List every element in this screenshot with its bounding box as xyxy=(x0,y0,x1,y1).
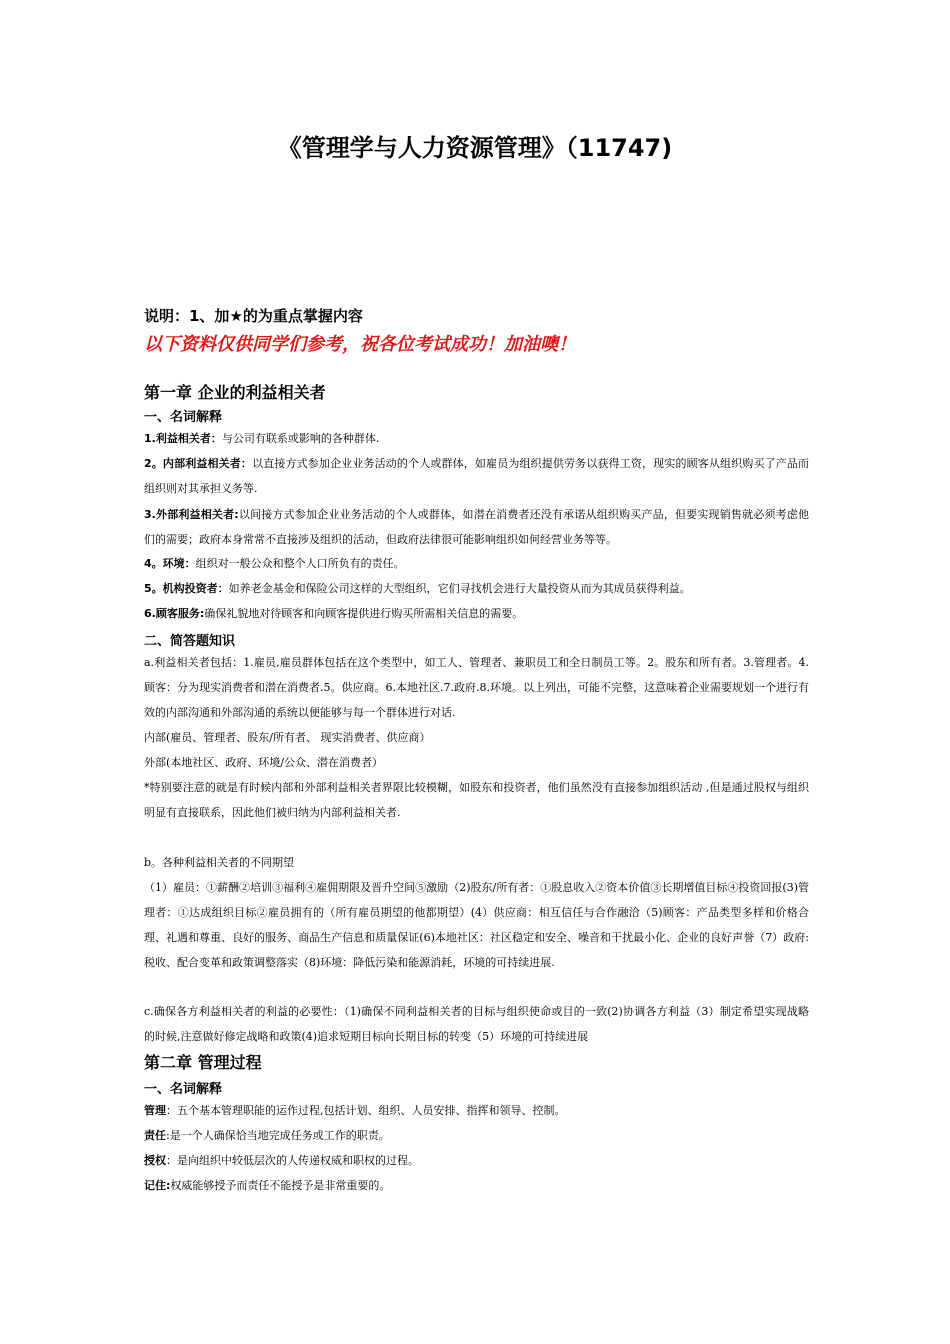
paragraph-c: c.确保各方利益相关者的利益的必要性：（1)确保不同利益相关者的目标与组织使命或目的一致(2)协调各方利益（3）制定希望实现战略的时候,注意做好修定战略和政策(4)追求短期目标向长期目标的转变（5）环境的可持续进展 xyxy=(144,1005,809,1043)
term-entry xyxy=(144,502,809,552)
paragraph-b: （1）雇员：①薪酬②培训③福利④雇佣期限及晋升空间⑤激励（2)股东/所有者：①股息收入②资本价值③长期增值目标④投资回报(3)管理者：①达成组织目标②雇员拥有的（所有雇员期望的他都期望）(4）供应商：相互信任与合作融洽（5)顾客：产品类型多样和价格合理、礼遇和尊重、良好的服务、商品生产信息和质量保证(6)本地社区：社区稳定和安全、噪音和干扰最小化、企业的良好声誉（7）政府:税收、配合变革和政策调整落实（8)环境：降低污染和能源消耗，环境的可持续进展. xyxy=(144,881,809,969)
note-text: 说明：1、加★的为重点掌握内容 xyxy=(144,307,363,325)
term-entry xyxy=(144,1173,809,1198)
term-entry xyxy=(144,1098,809,1123)
term-label: 5。机构投资者： xyxy=(144,582,229,595)
document-title: 《管理学与人力资源管理》（11747) xyxy=(277,134,673,162)
term-label: 授权 xyxy=(144,1154,166,1167)
chapter2-heading: 第二章 管理过程 xyxy=(144,1053,262,1072)
term-label: 3.外部利益相关者: xyxy=(144,508,239,521)
paragraph-a: a.利益相关者包括：1.雇员,雇员群体包括在这个类型中，如工人、管理者、兼职员工和全日制员工等。2。股东和所有者。3.管理者。4.顾客：分为现实消费者和潜在消费者.5。供应商。6.本地社区.7.政府.8.环境。以上列出，可能不完整，这意味着企业需要规划一个进行有效的内部沟通和外部沟通的系统以便能够与每一个群体进行对话. xyxy=(144,656,809,719)
term-entry xyxy=(144,601,809,626)
term-definition: 与公司有联系或影响的各种群体. xyxy=(221,432,380,445)
special-note: *特别要注意的就是有时候内部和外部利益相关者界限比较模糊，如股东和投资者，他们虽然没有直接参加组织活动 ,但是通过股权与组织明显有直接联系，因此他们被归纳为内部利益相关者. xyxy=(144,781,809,819)
term-definition: 确保礼貌地对待顾客和向顾客提供进行购买所需相关信息的需要。 xyxy=(204,607,524,620)
term-label: 管理 xyxy=(144,1104,166,1117)
term-entry xyxy=(144,551,809,576)
term-label: 1.利益相关者： xyxy=(144,432,222,445)
slogan-text: 以下资料仅供同学们参考，祝各位考试成功！加油噢！ xyxy=(144,334,576,355)
term-label: 6.顾客服务: xyxy=(144,607,205,620)
chapter1-section2-heading: 二、简答题知识 xyxy=(144,634,236,649)
term-label: 2。内部利益相关者： xyxy=(144,457,253,470)
term-definition: :是一个人确保恰当地完成任务或工作的职责。 xyxy=(166,1129,390,1142)
term-entry xyxy=(144,576,809,601)
chapter2-section1-heading: 一、名词解释 xyxy=(144,1082,223,1097)
external-stakeholders: 外部(本地社区、政府、环境/公众、潜在消费者） xyxy=(144,756,383,769)
chapter1-heading: 第一章 企业的利益相关者 xyxy=(144,383,326,402)
term-label: 记住: xyxy=(144,1179,171,1192)
term-entry xyxy=(144,1123,809,1148)
chapter1-section1-heading: 一、名词解释 xyxy=(144,410,223,425)
internal-stakeholders: 内部(雇员、管理者、股东/所有者、 现实消费者、供应商） xyxy=(144,731,431,744)
term-definition: 以间接方式参加企业业务活动的个人或群体，如潜在消费者还没有承诺从组织购买产品，但要实现销售就必须考虑他们的需要；政府本身常常不直接涉及组织的活动，但政府法律很可能影响组织如何经营业务等等。 xyxy=(144,508,810,546)
term-label: 4。环境： xyxy=(144,557,196,570)
term-definition: ：是向组织中较低层次的人传递权威和职权的过程。 xyxy=(166,1154,419,1167)
paragraph-b-title: b。各种利益相关者的不同期望 xyxy=(144,856,295,869)
term-entry xyxy=(144,426,809,451)
term-definition: ：五个基本管理职能的运作过程,包括计划、组织、人员安排、指挥和领导、控制。 xyxy=(166,1104,566,1117)
term-definition: 如养老金基金和保险公司这样的大型组织，它们寻找机会进行大量投资从而为其成员获得利益。 xyxy=(228,582,691,595)
term-definition: 权威能够授予而责任不能授予是非常重要的。 xyxy=(170,1179,391,1192)
term-label: 责任 xyxy=(144,1129,166,1142)
term-entry xyxy=(144,451,809,501)
term-definition: 以直接方式参加企业业务活动的个人或群体，如雇员为组织提供劳务以获得工资，现实的顾客从组织购买了产品而组织则对其承担义务等. xyxy=(144,457,810,495)
term-entry xyxy=(144,1148,809,1173)
term-definition: 组织对一般公众和整个人口所负有的责任。 xyxy=(195,557,405,570)
